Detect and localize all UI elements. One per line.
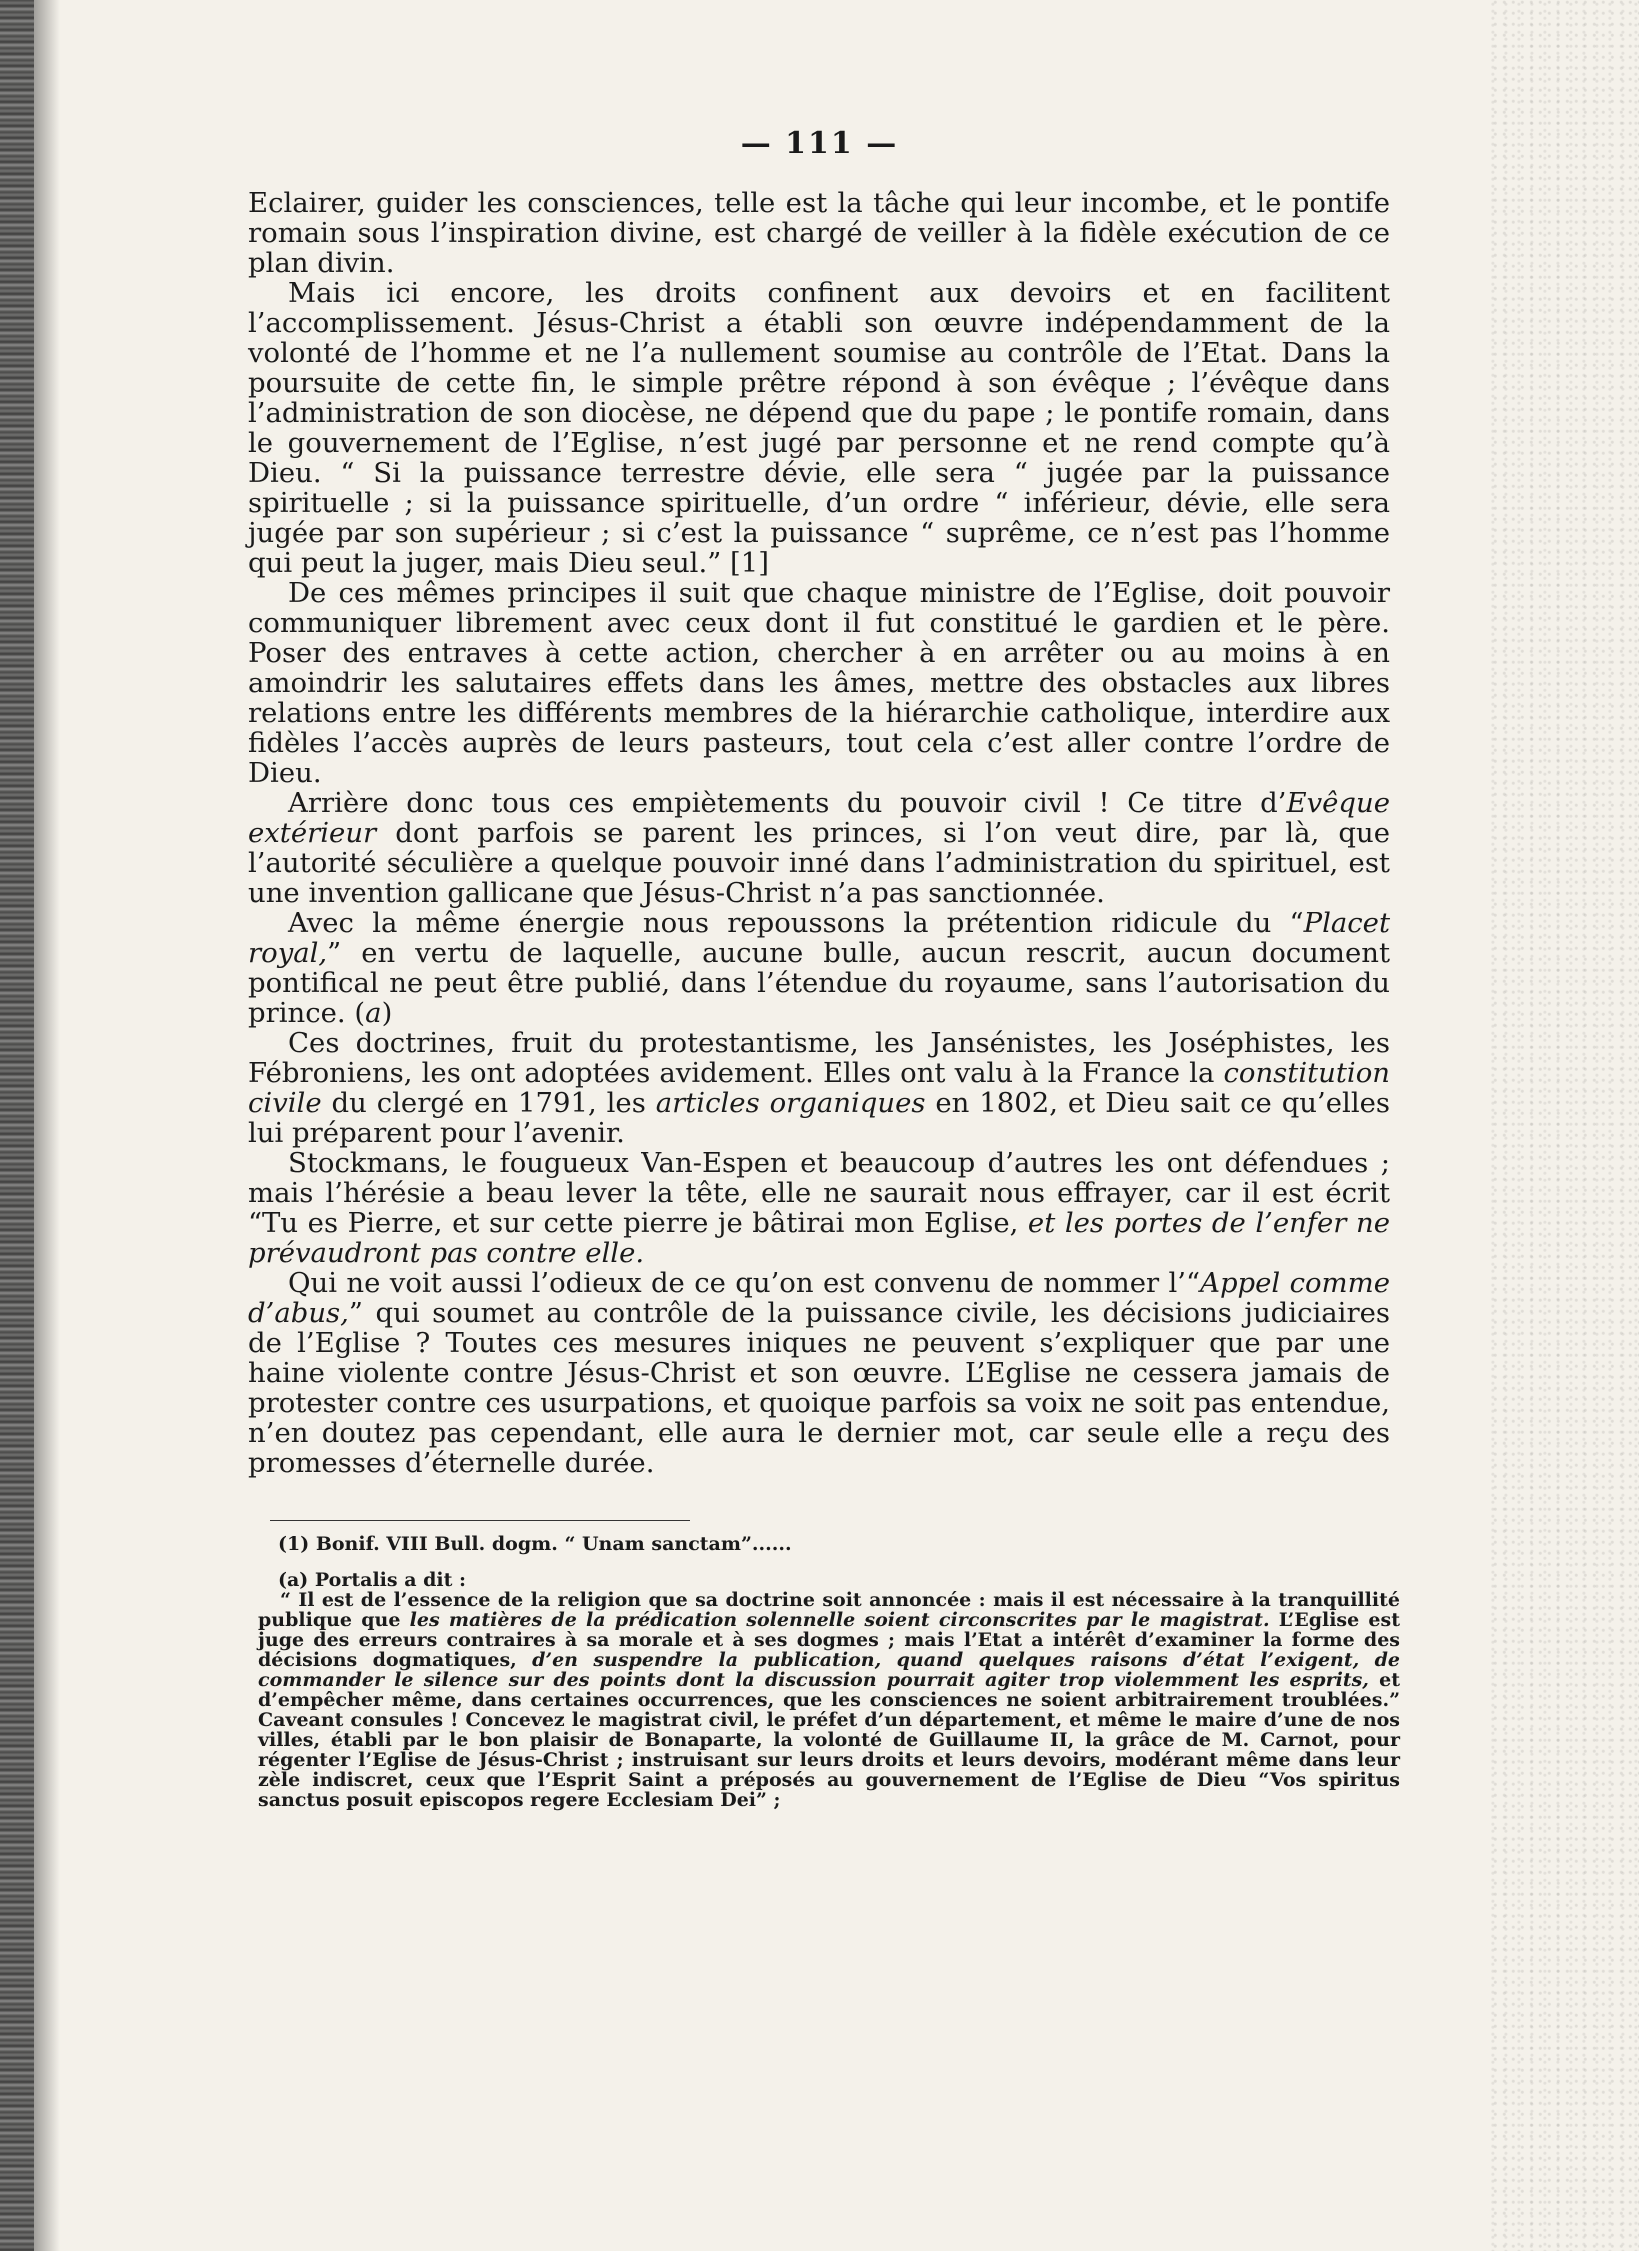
paragraph-run: a [365,997,382,1029]
paragraph-run: articles organiques [655,1087,926,1119]
footnote-1: (1) Bonif. VIII Bull. dogm. “ Unam sanctam”...... [278,1533,792,1555]
paragraph-run: ) [381,997,393,1029]
paragraph-run: Mais ici encore, les droits confinent aux devoirs et en facilitent l’accomplissement. Jésus-Christ a établi son œuvre indépendamment de la volonté de l’homme et ne l’a nullement soumise au contrôle de l’Etat. Dans la poursuite de cette fin, le simple prêtre répond à son évêque ; l’évêque dans l’administration de son diocèse, ne dépend que du pape ; le pontife romain, dans le gouvernement de l’Eglise, n’est jugé par personne et ne rend compte qu’à Dieu. “ Si la puissance terrestre dévie, elle sera “ jugée par la puissance spirituelle ; si la puissance spirituelle, d’un ordre “ inférieur, dévie, elle sera jugée par son supérieur ; si c’est la puissance “ suprême, ce n’est pas l’homme qui peut la juger, mais Dieu seul.” [1] [248,277,1390,579]
footnote-a-body [258,1590,1400,1810]
paragraph [248,788,1390,908]
footnote-a-run: d’en suspendre la publication, quand quelques raisons d’état l’exigent, de commander le silence sur des points dont la discussion pourrait agiter trop violemment les esprits, [258,1649,1400,1691]
paragraph-run: en 1802, et Dieu sait ce qu’elles lui préparent pour l’avenir. [248,1087,1390,1149]
footnote-a-run: “ Il est de l’essence de la religion que sa doctrine soit annoncée : mais il est nécessaire à la tranquillité publique que [258,1589,1400,1631]
paragraph-run: Appel comme d’abus, [248,1267,1390,1329]
paragraph-run: et les portes de l’enfer ne prévaudront pas contre elle. [248,1207,1390,1269]
paragraph [248,908,1390,1028]
paragraph-run: Qui ne voit aussi l’odieux de ce qu’on est convenu de nommer l’“ [288,1267,1201,1299]
paragraph-run: constitution civile [248,1057,1390,1119]
paragraph-run: Eclairer, guider les consciences, telle est la tâche qui leur incombe, et le pontife romain sous l’inspiration divine, est chargé de veiller à la fidèle exécution de ce plan divin. [248,187,1390,279]
paragraph-run: Evêque extérieur [248,787,1390,849]
paragraph [248,578,1390,788]
paragraph-run: De ces mêmes principes il suit que chaque ministre de l’Eglise, doit pouvoir communiquer librement avec ceux dont il fut constitué le gardien et le père. Poser des entraves à cette action, chercher à en arrêter ou au moins à en amoindrir les salutaires effets dans les âmes, mettre des obstacles aux libres relations entre les différents membres de la hiérarchie catholique, interdire aux fidèles l’accès auprès de leurs pasteurs, tout cela c’est aller contre l’ordre de Dieu. [248,577,1390,789]
paper-speckle [1489,0,1639,2251]
paragraph-run: Arrière donc tous ces empiètements du pouvoir civil ! Ce titre d’ [288,787,1287,819]
footnote-a-label: (a) Portalis a dit : [278,1569,467,1591]
paragraph-run: Ces doctrines, fruit du protestantisme, les Jansénistes, les Joséphistes, les Fébroniens, les ont adoptées avidement. Elles ont valu à la France la [248,1027,1390,1089]
paragraph-run: du clergé en 1791, les [321,1087,656,1119]
main-text [248,188,1390,1478]
page-number: — 111 — [740,126,899,161]
footnote-a-run: les matières de la prédication solennelle soient circonscrites par le magistrat. [409,1609,1270,1631]
paragraph [248,1268,1390,1478]
paragraph-run: ” qui soumet au contrôle de la puissance civile, les décisions judiciaires de l’Eglise ? Toutes ces mesures iniques ne peuvent s’expliquer que par une haine violente contre Jésus-Christ et son œuvre. L’Eglise ne cessera jamais de protester contre ces usurpations, et quoique parfois sa voix ne soit pas entendue, n’en doutez pas cependant, elle aura le dernier mot, car seule elle a reçu des promesses d’éternelle durée. [248,1297,1390,1479]
paragraph-run: dont parfois se parent les princes, si l’on veut dire, par là, que l’autorité séculière a quelque pouvoir inné dans l’administration du spirituel, est une invention gallicane que Jésus-Christ n’a pas sanctionnée. [248,817,1390,909]
footnote-a-run: L’Eglise est juge des erreurs contraires à sa morale et à ses dogmes ; mais l’Etat a intérêt d’examiner la forme des décisions dogmatiques, [258,1609,1400,1671]
paragraph [248,1148,1390,1268]
paragraph-run: Avec la même énergie nous repoussons la prétention ridicule du “ [288,907,1304,939]
footnotes [258,1534,1400,1810]
paragraph [248,278,1390,578]
paragraph-run: ” en vertu de laquelle, aucune bulle, aucun rescrit, aucun document pontifical ne peut être publié, dans l’étendue du royaume, sans l’autorisation du prince. ( [248,937,1390,1029]
book-binding-edge [0,0,34,2251]
footnote-rule [270,1520,690,1521]
paragraph [248,1028,1390,1148]
paragraph [248,188,1390,278]
footnote-a-run: et d’empêcher même, dans certaines occurrences, que les consciences ne soient arbitrairement troublées.” Caveant consules ! Concevez le magistrat civil, le préfet d’un département, et même le maire d’une de nos villes, établi par le bon plaisir de Bonaparte, la volonté de Guillaume II, la grâce de M. Carnot, pour régenter l’Eglise de Jésus-Christ ; instruisant sur leurs droits et leurs devoirs, modérant même dans leur zèle indiscret, ceux que l’Esprit Saint a préposés au gouvernement de l’Eglise de Dieu “Vos spiritus sanctus posuit episcopos regere Ecclesiam Dei” ; [258,1669,1401,1811]
binding-shadow [34,0,60,2251]
paragraph-run: Placet royal, [248,907,1390,969]
paragraph-run: Stockmans, le fougueux Van-Espen et beaucoup d’autres les ont défendues ; mais l’hérésie a beau lever la tête, elle ne saurait nous effrayer, car il est écrit “Tu es Pierre, et sur cette pierre je bâtirai mon Eglise, [248,1147,1390,1239]
